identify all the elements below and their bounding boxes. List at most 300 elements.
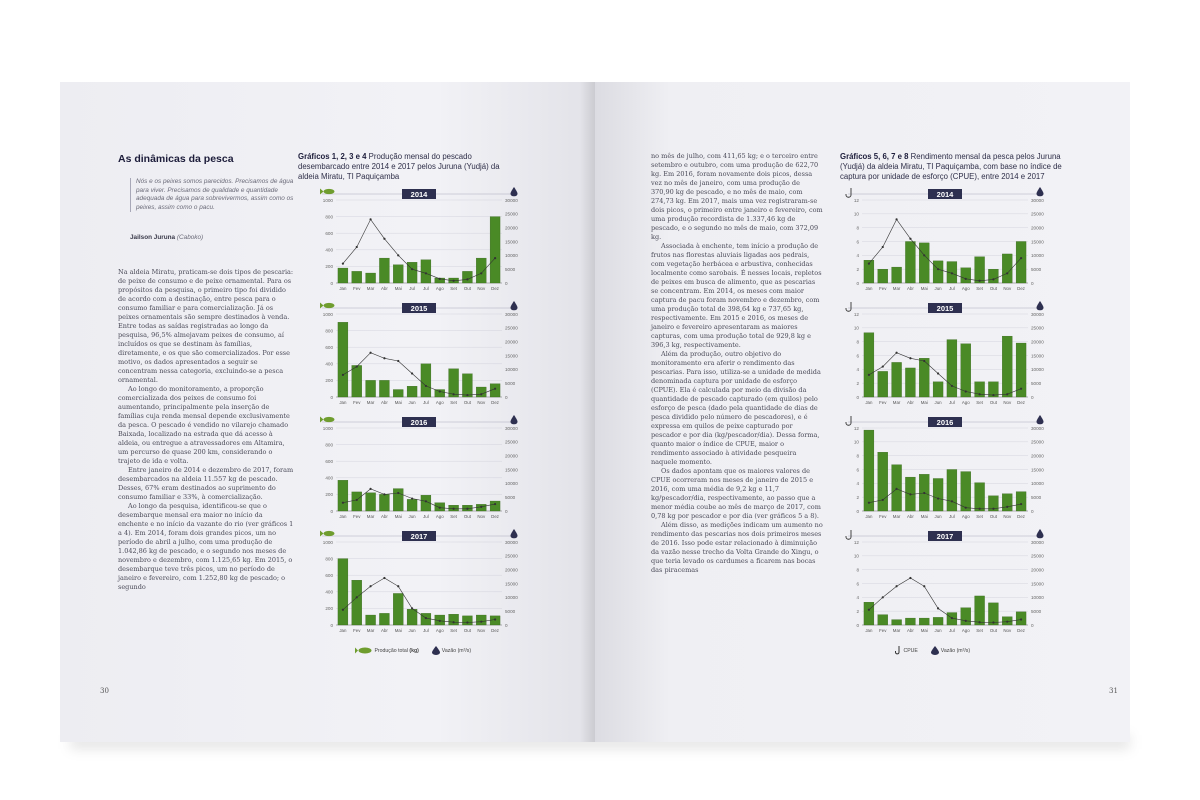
- y2-tick-label: 10000: [1031, 595, 1044, 601]
- y-tick-label: 0: [330, 394, 333, 400]
- x-tick-label: Jan: [339, 514, 347, 519]
- production-chart-2017: [314, 532, 524, 638]
- bar: [864, 602, 874, 625]
- x-tick-label: Ago: [961, 400, 970, 405]
- x-tick-label: Ago: [961, 514, 970, 519]
- flow-point: [923, 254, 925, 256]
- y-tick-label: 200: [325, 264, 333, 270]
- y2-tick-label: 5000: [505, 380, 516, 386]
- y-tick-label: 12: [853, 425, 859, 431]
- x-tick-label: Set: [976, 400, 983, 405]
- flow-point: [978, 393, 980, 395]
- x-tick-label: Mar: [366, 400, 375, 405]
- flow-point: [965, 620, 967, 622]
- flow-point: [452, 393, 454, 395]
- y2-tick-label: 10000: [1031, 367, 1044, 373]
- bar: [892, 267, 902, 283]
- x-tick-label: Fev: [353, 286, 361, 291]
- flow-point: [369, 488, 371, 490]
- x-tick-label: Mar: [892, 628, 901, 633]
- flow-point: [895, 488, 897, 490]
- caption-label: Gráficos 1, 2, 3 e 4: [298, 152, 367, 161]
- paragraph: Além disso, as medições indicam um aumento no rendimento das pescarias nos dois primeiros meses de 2016. Isso pode estar relacionado à diminuição da vazão nesse trecho da Volta Grande do Xingu, o que teria levado os cardumes a ficarem nas bocas das piracemas: [651, 521, 823, 574]
- y-tick-label: 0: [856, 622, 859, 628]
- x-tick-label: Out: [463, 286, 471, 291]
- x-tick-label: Mai: [394, 514, 402, 519]
- x-tick-label: Mar: [892, 514, 901, 519]
- y2-tick-label: 5000: [1031, 380, 1042, 386]
- x-tick-label: Dez: [491, 400, 499, 405]
- flow-point: [951, 272, 953, 274]
- bar: [338, 559, 348, 625]
- y-tick-label: 0: [856, 280, 859, 286]
- bar: [919, 243, 929, 283]
- bar: [393, 265, 403, 283]
- x-tick-label: Mar: [366, 628, 375, 633]
- flow-point: [937, 372, 939, 374]
- flow-point: [951, 500, 953, 502]
- bar: [961, 344, 971, 397]
- charts-caption-right: [840, 152, 1080, 182]
- bar: [366, 615, 376, 625]
- flow-point: [356, 365, 358, 367]
- flow-point: [383, 493, 385, 495]
- y-tick-label: 800: [325, 442, 333, 448]
- y-tick-label: 600: [325, 345, 333, 350]
- x-tick-label: Nov: [477, 286, 486, 291]
- flow-point: [369, 585, 371, 587]
- y2-tick-label: 0: [505, 622, 508, 628]
- flow-point: [965, 278, 967, 280]
- y2-tick-label: 25000: [505, 439, 518, 445]
- hook-icon: [895, 646, 902, 655]
- y2-tick-label: 25000: [1031, 211, 1044, 217]
- legend-flow-label: Vazão: [940, 647, 956, 654]
- flow-point: [1006, 272, 1008, 274]
- y2-tick-label: 0: [505, 508, 508, 514]
- y-tick-label: 0: [330, 508, 333, 514]
- x-tick-label: Jun: [934, 514, 942, 519]
- flow-point: [951, 617, 953, 619]
- cpue-chart-2016: [840, 418, 1050, 524]
- x-tick-label: Fev: [353, 514, 361, 519]
- flow-point: [494, 618, 496, 620]
- flow-point: [411, 372, 413, 374]
- x-tick-label: Out: [463, 628, 471, 633]
- flow-point: [452, 621, 454, 623]
- y2-tick-label: 30000: [505, 311, 518, 317]
- flow-point: [480, 393, 482, 395]
- bar: [352, 271, 362, 283]
- cpue-chart-2015: [840, 304, 1050, 410]
- y2-tick-label: 20000: [505, 567, 518, 573]
- y2-tick-label: 15000: [1031, 353, 1044, 359]
- x-tick-label: Set: [450, 286, 457, 291]
- y-tick-label: 8: [856, 567, 859, 573]
- gutter-shadow: [580, 82, 595, 742]
- flow-point: [397, 585, 399, 587]
- x-tick-label: Jan: [339, 628, 347, 633]
- x-tick-label: Fev: [879, 400, 887, 405]
- flow-point: [1020, 618, 1022, 620]
- flow-point: [466, 394, 468, 396]
- bar: [476, 387, 486, 397]
- x-tick-label: Out: [463, 514, 471, 519]
- y-tick-label: 800: [325, 556, 333, 562]
- flow-point: [356, 499, 358, 501]
- flow-point: [425, 272, 427, 274]
- flow-point: [937, 607, 939, 609]
- x-tick-label: Jul: [949, 286, 955, 291]
- cpue-chart-2017: [840, 532, 1050, 638]
- x-tick-label: Dez: [491, 286, 499, 291]
- bar: [933, 478, 943, 511]
- y-tick-label: 10: [853, 553, 859, 559]
- flow-point: [923, 360, 925, 362]
- x-tick-label: Jan: [865, 286, 873, 291]
- bar: [975, 596, 985, 625]
- x-tick-label: Set: [976, 628, 983, 633]
- x-tick-label: Abr: [906, 628, 914, 633]
- x-tick-label: Ago: [961, 286, 970, 291]
- legend-left: [355, 646, 471, 655]
- bar: [961, 268, 971, 283]
- flow-point: [494, 257, 496, 259]
- y2-tick-label: 30000: [1031, 539, 1044, 545]
- x-tick-label: Mar: [892, 286, 901, 291]
- bar: [1016, 492, 1026, 511]
- bar: [338, 322, 348, 397]
- bar: [878, 269, 888, 283]
- bar: [947, 340, 957, 397]
- bar: [905, 242, 915, 284]
- y2-tick-label: 20000: [505, 339, 518, 345]
- flow-point: [369, 352, 371, 354]
- flow-point: [1006, 621, 1008, 623]
- x-tick-label: Jul: [423, 286, 429, 291]
- flow-point: [992, 508, 994, 510]
- y-tick-label: 6: [856, 467, 859, 473]
- flow-point: [342, 374, 344, 376]
- flow-point: [1020, 257, 1022, 259]
- flow-point: [425, 500, 427, 502]
- y2-tick-label: 0: [1031, 508, 1034, 514]
- flow-point: [383, 357, 385, 359]
- bar: [864, 333, 874, 397]
- legend-flow-unit: (m³/s): [457, 647, 472, 654]
- x-tick-label: Set: [450, 400, 457, 405]
- y2-tick-label: 0: [505, 280, 508, 286]
- y-tick-label: 4: [856, 595, 859, 601]
- x-tick-label: Mai: [394, 286, 402, 291]
- flow-point: [397, 492, 399, 494]
- flow-point: [978, 508, 980, 510]
- flow-point: [452, 508, 454, 510]
- bar: [379, 613, 389, 625]
- flow-point: [992, 278, 994, 280]
- x-tick-label: Nov: [1003, 514, 1012, 519]
- flow-point: [494, 388, 496, 390]
- x-tick-label: Jul: [409, 286, 415, 291]
- right-body-text: [651, 152, 823, 575]
- legend-flow-label: Vazão: [441, 647, 457, 654]
- flow-point: [383, 238, 385, 240]
- x-tick-label: Jan: [865, 514, 873, 519]
- bar: [878, 371, 888, 397]
- quote-author-name: Jailson Juruna: [130, 234, 176, 241]
- caption-text: Rendimento mensal da pesca pelos Juruna (Yudjá) da aldeia Miratu, TI Paquiçamba, com base no índice de captura por unidade de esforço (CPUE), entre 2014 e 2017: [840, 152, 1062, 181]
- x-tick-label: Mar: [892, 400, 901, 405]
- flow-point: [951, 385, 953, 387]
- x-tick-label: Jan: [865, 400, 873, 405]
- y2-tick-label: 5000: [1031, 266, 1042, 272]
- chart-title: 2015: [936, 303, 954, 313]
- flow-point: [882, 365, 884, 367]
- y2-tick-label: 0: [1031, 280, 1034, 286]
- y2-tick-label: 25000: [1031, 439, 1044, 445]
- y-tick-label: 400: [325, 361, 333, 367]
- section-title: As dinâmicas da pesca: [118, 153, 234, 165]
- bar: [366, 493, 376, 511]
- flow-point: [868, 502, 870, 504]
- flow-point: [965, 507, 967, 509]
- bar: [975, 257, 985, 283]
- bar: [366, 273, 376, 283]
- legend-production-unit: (kg): [409, 647, 419, 654]
- y2-tick-label: 0: [505, 394, 508, 400]
- y2-tick-label: 20000: [1031, 453, 1044, 459]
- y2-tick-label: 20000: [1031, 339, 1044, 345]
- x-tick-label: Nov: [1003, 400, 1012, 405]
- flow-point: [909, 238, 911, 240]
- bar: [1002, 336, 1012, 397]
- left-page: [60, 82, 595, 742]
- y-tick-label: 400: [325, 475, 333, 481]
- x-tick-label: Jun: [934, 400, 942, 405]
- y2-tick-label: 20000: [1031, 567, 1044, 573]
- y2-tick-label: 25000: [505, 325, 518, 331]
- y-tick-label: 10: [853, 325, 859, 331]
- x-tick-label: Dez: [1017, 628, 1025, 633]
- y-tick-label: 1000: [322, 539, 333, 545]
- chart-title: 2016: [410, 417, 428, 427]
- x-tick-label: Mai: [394, 628, 402, 633]
- x-tick-label: Fev: [879, 628, 887, 633]
- y-tick-label: 0: [856, 508, 859, 514]
- bar: [421, 364, 431, 397]
- flow-point: [1006, 393, 1008, 395]
- y-tick-label: 600: [325, 573, 333, 578]
- fish-tail: [320, 189, 324, 195]
- y2-tick-label: 25000: [1031, 553, 1044, 559]
- y-tick-label: 400: [325, 589, 333, 595]
- bar: [379, 380, 389, 397]
- y-tick-label: 12: [853, 539, 859, 545]
- fish-icon: [320, 189, 335, 195]
- flow-point: [342, 502, 344, 504]
- bar: [988, 269, 998, 283]
- x-tick-label: Nov: [1003, 286, 1012, 291]
- bar: [352, 580, 362, 625]
- flow-point: [411, 607, 413, 609]
- fish-icon: [320, 417, 335, 423]
- x-tick-label: Abr: [380, 400, 388, 405]
- hook-icon: [846, 302, 851, 311]
- y2-tick-label: 5000: [505, 608, 516, 614]
- bar: [421, 260, 431, 283]
- epigraph-quote: Nós e os peixes somos parecidos. Precisamos de água para viver. Precisamos de qualidade e quantidade adequada de água para sobrevivermos, assim como os peixes, assim como o pacu.: [130, 178, 296, 212]
- bar: [352, 365, 362, 397]
- drop-icon: [432, 646, 440, 655]
- x-tick-label: Jun: [408, 400, 416, 405]
- flow-point: [411, 268, 413, 270]
- x-tick-label: Abr: [380, 286, 388, 291]
- x-tick-label: Nov: [477, 400, 486, 405]
- bar: [878, 615, 888, 625]
- y-tick-label: 0: [330, 280, 333, 286]
- y2-tick-label: 15000: [505, 239, 518, 245]
- bar: [878, 452, 888, 511]
- flow-point: [411, 497, 413, 499]
- y2-tick-label: 15000: [505, 581, 518, 587]
- fish-tail: [320, 531, 324, 537]
- flow-point: [923, 585, 925, 587]
- bar: [961, 472, 971, 511]
- flow-point: [439, 278, 441, 280]
- flow-point: [882, 499, 884, 501]
- x-tick-label: Out: [989, 628, 997, 633]
- bar: [490, 501, 500, 511]
- flow-point: [356, 246, 358, 248]
- flow-point: [425, 617, 427, 619]
- x-tick-label: Mai: [920, 400, 928, 405]
- flow-point: [369, 218, 371, 220]
- quote-author: [130, 234, 203, 241]
- book-spread: [60, 82, 1130, 742]
- y2-tick-label: 5000: [505, 494, 516, 500]
- bar: [366, 380, 376, 397]
- bar: [449, 369, 459, 397]
- y2-tick-label: 5000: [1031, 608, 1042, 614]
- y2-tick-label: 30000: [505, 539, 518, 545]
- bar: [476, 258, 486, 283]
- paragraph: no mês de julho, com 411,65 kg; e o terceiro entre setembro e outubro, com uma produção de 622,70 kg. Em 2016, foram novamente dois picos, dessa vez no mês de janeiro, com uma produção de 370,90 kg de pescado, e no mês de maio, com 274,73 kg. Em 2017, mais uma vez registraram-se dois picos, o primeiro entre janeiro e fevereiro, com uma produção recordista de 1.337,46 kg de pescado, e o segundo no mês de maio, com 372,09 kg.: [651, 152, 823, 241]
- flow-point: [466, 508, 468, 510]
- y-tick-label: 2: [856, 380, 859, 386]
- y-tick-label: 4: [856, 253, 859, 259]
- flow-point: [466, 621, 468, 623]
- bar: [892, 362, 902, 397]
- production-chart-2016: [314, 418, 524, 524]
- flow-point: [342, 609, 344, 611]
- bar: [393, 390, 403, 397]
- y2-tick-label: 10000: [505, 481, 518, 487]
- flow-point: [895, 585, 897, 587]
- y2-tick-label: 25000: [505, 553, 518, 559]
- y2-tick-label: 30000: [1031, 197, 1044, 203]
- flow-point: [868, 609, 870, 611]
- x-tick-label: Jul: [423, 400, 429, 405]
- y-tick-label: 8: [856, 225, 859, 231]
- flow-point: [882, 246, 884, 248]
- x-tick-label: Mai: [920, 286, 928, 291]
- x-tick-label: Fev: [353, 628, 361, 633]
- y-tick-label: 800: [325, 214, 333, 220]
- y-tick-label: 10: [853, 211, 859, 217]
- y2-tick-label: 15000: [1031, 581, 1044, 587]
- x-tick-label: Dez: [1017, 400, 1025, 405]
- flow-point: [909, 577, 911, 579]
- y-tick-label: 1000: [322, 197, 333, 203]
- flow-point: [397, 360, 399, 362]
- x-tick-label: Out: [463, 400, 471, 405]
- paragraph: Além da produção, outro objetivo do monitoramento era aferir o rendimento das pescarias. Para isso, utiliza-se a unidade de medida denominada captura por unidade de esforço (CPUE). Ela é calculada por meio da divisão da quantidade de pescado capturado (em quilos) pelo esforço de pesca (dado pela quantidade de dias de pesca dividido pelo número de pescadores), e é expressa em quilos de peixe capturado por pescador e por dia (kg/pescador/dia). Dessa forma, quanto maior o índice de CPUE, maior o rendimento associado à atividade pesqueira naquele momento.: [651, 350, 821, 466]
- x-tick-label: Ago: [435, 400, 444, 405]
- x-tick-label: Out: [989, 286, 997, 291]
- bar: [864, 430, 874, 511]
- y2-tick-label: 25000: [505, 211, 518, 217]
- fish-body: [324, 189, 335, 194]
- x-tick-label: Nov: [477, 514, 486, 519]
- flow-point: [895, 352, 897, 354]
- x-tick-label: Mai: [394, 400, 402, 405]
- hook-icon: [846, 530, 851, 539]
- y-tick-label: 0: [330, 622, 333, 628]
- bar: [919, 618, 929, 625]
- charts-caption-left: [298, 152, 518, 182]
- y2-tick-label: 10000: [505, 595, 518, 601]
- bar: [338, 268, 348, 283]
- y-tick-label: 12: [853, 311, 859, 317]
- y2-tick-label: 20000: [505, 225, 518, 231]
- flow-point: [452, 280, 454, 282]
- x-tick-label: Jun: [408, 514, 416, 519]
- y-tick-label: 2: [856, 266, 859, 272]
- y-tick-label: 400: [325, 247, 333, 253]
- fish-body: [324, 531, 335, 536]
- flow-point: [909, 493, 911, 495]
- x-tick-label: Set: [450, 628, 457, 633]
- y-tick-label: 200: [325, 492, 333, 498]
- y-tick-label: 800: [325, 328, 333, 334]
- paragraph: Na aldeia Miratu, praticam-se dois tipos de pescaria: de peixe de consumo e de peixe ornamental. Para os propósitos da pesquisa, o primeiro tipo foi dividido de acordo com a destinação, entre pesca para o consumo familiar e para comercialização. Já os peixes ornamentais são sempre destinados à venda. Entre todas as saídas registradas ao longo da pesquisa, 96,5% almejavam peixes de consumo, aí incluídos os que se destinam às famílias, diretamente, e os que são comercializados. Por esse motivo, os dados apresentados a seguir se concentram nessa categoria, excluindo-se a pesca ornamental.: [118, 268, 294, 384]
- x-tick-label: Ago: [435, 514, 444, 519]
- x-tick-label: Nov: [1003, 628, 1012, 633]
- y2-tick-label: 20000: [505, 453, 518, 459]
- flow-point: [494, 503, 496, 505]
- flow-point: [992, 394, 994, 396]
- bar: [449, 614, 459, 625]
- y-tick-label: 200: [325, 378, 333, 384]
- y-tick-label: 6: [856, 353, 859, 359]
- y2-tick-label: 15000: [1031, 467, 1044, 473]
- y2-tick-label: 5000: [1031, 494, 1042, 500]
- hook-icon: [846, 416, 851, 425]
- bar: [407, 386, 417, 397]
- fish-icon: [320, 531, 335, 537]
- y2-tick-label: 10000: [505, 367, 518, 373]
- x-tick-label: Abr: [906, 286, 914, 291]
- flow-point: [895, 218, 897, 220]
- flow-point: [937, 497, 939, 499]
- y-tick-label: 600: [325, 459, 333, 464]
- y2-tick-label: 15000: [1031, 239, 1044, 245]
- chart-title: 2017: [936, 531, 954, 541]
- y2-tick-label: 30000: [1031, 425, 1044, 431]
- x-tick-label: Nov: [477, 628, 486, 633]
- y-tick-label: 200: [325, 606, 333, 612]
- x-tick-label: Jun: [408, 628, 416, 633]
